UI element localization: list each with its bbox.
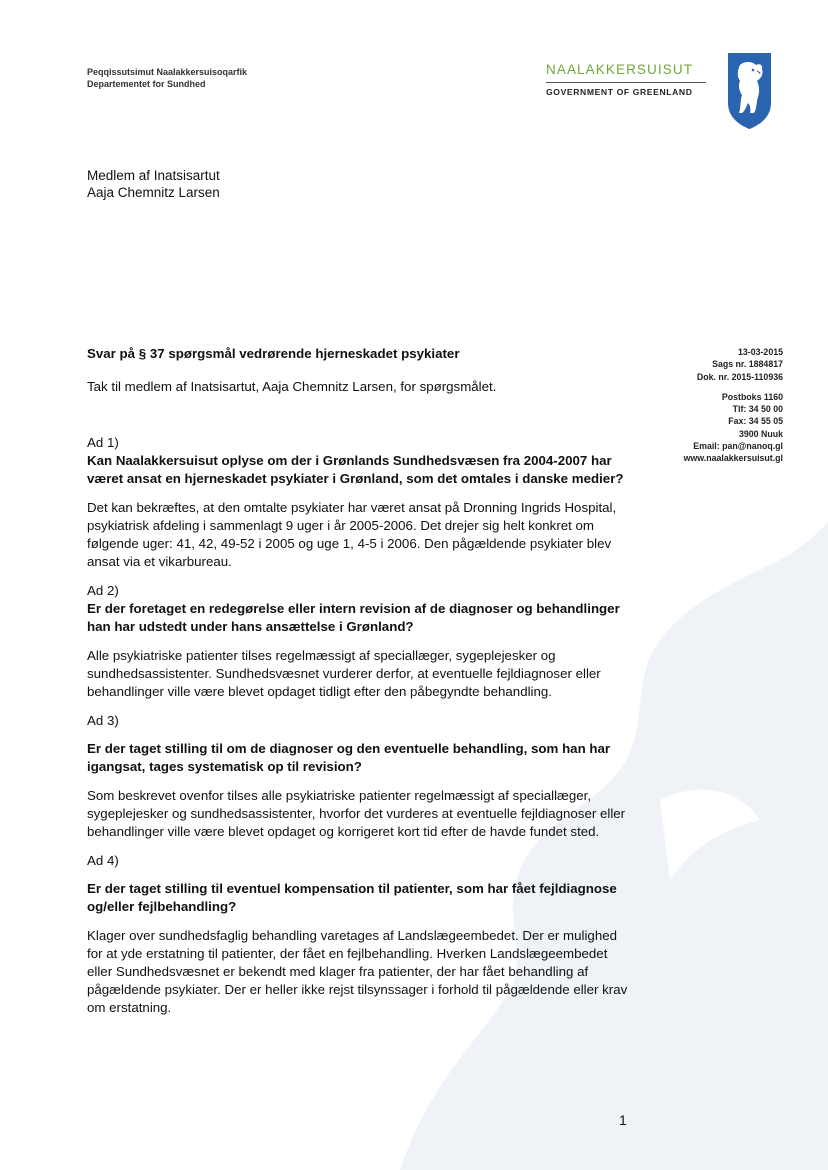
section-label: Ad 1) bbox=[87, 435, 119, 450]
city: 3900 Nuuk bbox=[738, 428, 783, 439]
postbox: Postboks 1160 bbox=[721, 391, 783, 402]
reference-sidebar bbox=[684, 346, 783, 465]
department-line-greenlandic: Peqqissutsimut Naalakkersuisoqarfik bbox=[87, 67, 248, 77]
section-label: Ad 2) bbox=[87, 583, 119, 598]
fax-number: Fax: 34 55 05 bbox=[728, 416, 783, 427]
phone-number: Tlf: 34 50 00 bbox=[732, 404, 783, 415]
section-question: Er der taget stilling til om de diagnoser og den eventuelle behandling, som han har igangsat, tages systematisk op til revision? bbox=[87, 741, 611, 774]
website: www.naalakkersuisut.gl bbox=[683, 453, 783, 464]
coat-of-arms-icon bbox=[726, 51, 773, 131]
case-number: Sags nr. 1884817 bbox=[712, 359, 783, 370]
section-ad-3 bbox=[87, 712, 632, 841]
section-label: Ad 3) bbox=[87, 713, 119, 728]
email-address: Email: pan@nanoq.gl bbox=[693, 441, 783, 452]
department-name bbox=[87, 66, 247, 90]
section-question: Er der taget stilling til eventuel kompensation til patienter, som har fået fejldiagnose og/eller fejlbehandling? bbox=[87, 881, 617, 914]
section-label: Ad 4) bbox=[87, 853, 119, 868]
page-number: 1 bbox=[619, 1112, 627, 1128]
letter-subject: Svar på § 37 spørgsmål vedrørende hjerneskadet psykiater bbox=[87, 346, 460, 361]
section-ad-4 bbox=[87, 852, 632, 1017]
recipient-line-name: Aaja Chemnitz Larsen bbox=[87, 185, 220, 200]
brand-divider bbox=[546, 82, 706, 83]
brand-subtitle: GOVERNMENT OF GREENLAND bbox=[546, 87, 693, 97]
document-number: Dok. nr. 2015-110936 bbox=[696, 371, 783, 382]
brand-title: NAALAKKERSUISUT bbox=[546, 62, 694, 77]
letter-body bbox=[87, 345, 632, 1028]
section-answer: Det kan bekræftes, at den omtalte psykiater har været ansat på Dronning Ingrids Hospital, psykiatrisk afdeling i sammenlagt 9 uger i år 2005-2006. Det drejer sig helt konkret om følgende uger: 41, 42, 49-52 i 2005 og uge 1, 4-5 i 2006. Den pågældende psykiater blev ansat via et vikarbureau. bbox=[87, 500, 617, 569]
recipient-address bbox=[87, 167, 220, 201]
section-answer: Alle psykiatriske patienter tilses regelmæssigt af speciallæger, sygeplejesker og sundhedsassistenter. Sundhedsvæsnet vurderer derfor, at eventuelle fejldiagnoser eller behandlinger ville være blevet opdaget tidligt efter den påbegyndte behandling. bbox=[87, 648, 601, 699]
section-question: Kan Naalakkersuisut oplyse om der i Grønlands Sundhedsvæsen fra 2004-2007 har været ansat en hjerneskadet psykiater i Grønland, som det omtales i danske medier? bbox=[87, 453, 624, 486]
department-line-danish: Departementet for Sundhed bbox=[87, 79, 206, 89]
section-question: Er der foretaget en redegørelse eller intern revision af de diagnoser og behandlinger han har udstedt under hans ansættelse i Grønland? bbox=[87, 601, 620, 634]
section-ad-1 bbox=[87, 434, 632, 571]
recipient-line-title: Medlem af Inatsisartut bbox=[87, 168, 220, 183]
letter-date: 13-03-2015 bbox=[738, 347, 783, 357]
section-ad-2 bbox=[87, 582, 632, 701]
section-answer: Klager over sundhedsfaglig behandling varetages af Landslægeembedet. Der er mulighed for at yde erstatning til patienter, der fået en fejlbehandling. Hverken Landslægeembedet eller Sundhedsvæsnet er bekendt med klager fra patienter, der har fået behandling af pågældende psykiater. Der er heller ikke rejst tilsynssager i forhold til pågældende eller krav om erstatning. bbox=[87, 928, 628, 1015]
section-answer: Som beskrevet ovenfor tilses alle psykiatriske patienter regelmæssigt af speciallæger, sygeplejesker og sundhedsassistenter, hvorfor det vurderes at eventuelle fejldiagnoser eller behandlinger ville være blevet opdaget og korrigeret kort tid efter de havde fundet sted. bbox=[87, 788, 626, 839]
letter-thanks: Tak til medlem af Inatsisartut, Aaja Chemnitz Larsen, for spørgsmålet. bbox=[87, 379, 497, 394]
